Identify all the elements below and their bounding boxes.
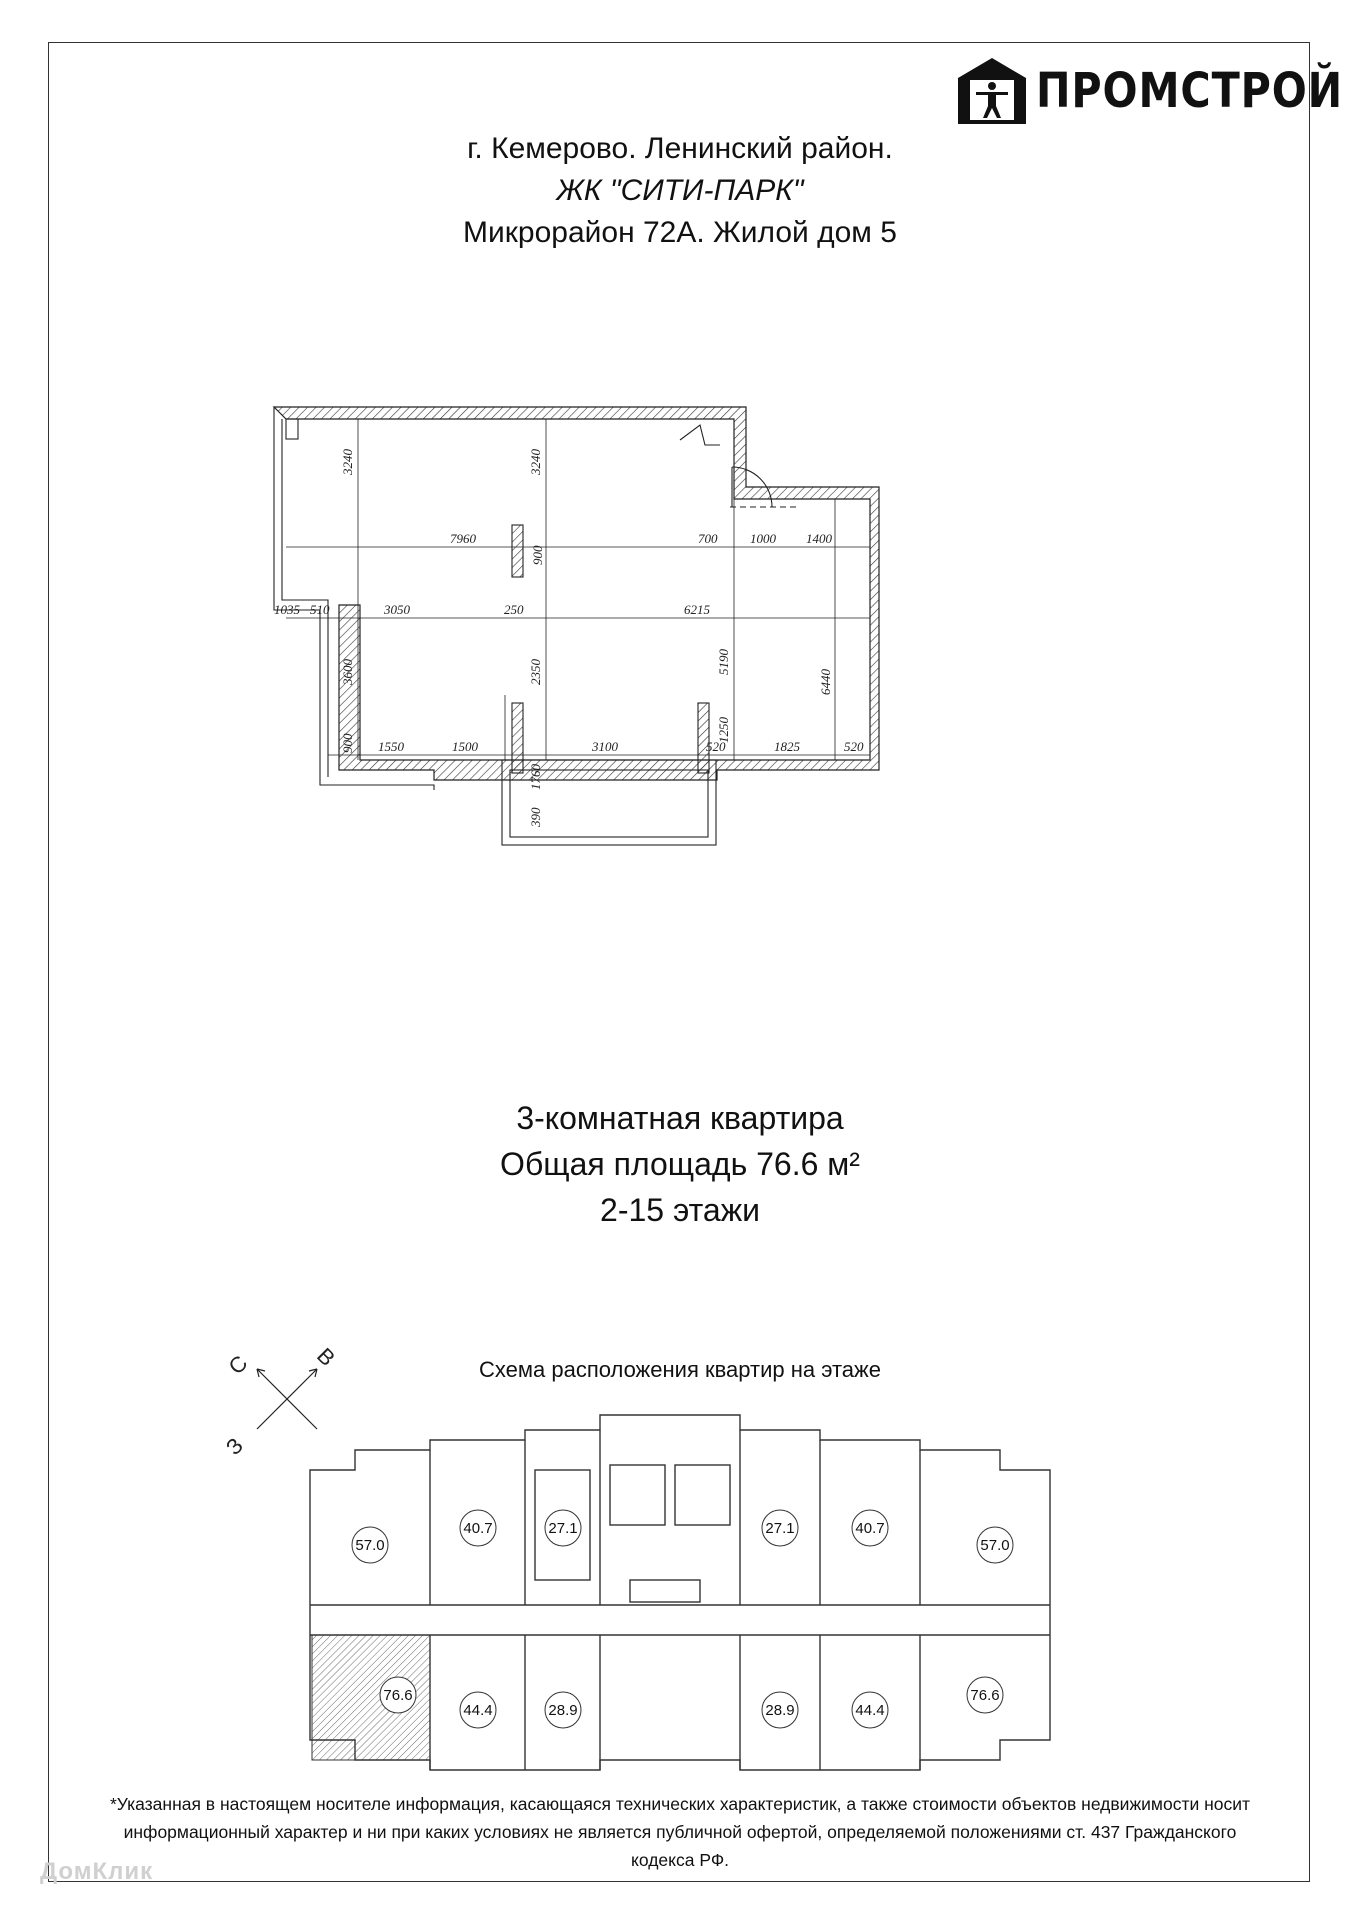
unit-bottom-5: 44.4: [855, 1702, 885, 1719]
unit-top-3: 27.1: [548, 1520, 578, 1537]
dim-top-mid-height: 3240: [528, 449, 543, 475]
dim-bottom-900: 900: [340, 733, 355, 753]
dimension-lines: [286, 419, 870, 760]
dim-col-1250: 1250: [716, 717, 731, 743]
dim-row-3050: 3050: [384, 602, 410, 617]
unit-top-4: 27.1: [765, 1520, 795, 1537]
unit-top-5: 40.7: [855, 1520, 885, 1537]
compass-east: В: [312, 1342, 341, 1371]
floor-plan: [260, 395, 1100, 1055]
watermark: ДомКлик: [40, 1858, 154, 1885]
dim-bottom-520b: 520: [844, 739, 864, 754]
apartment-info: [370, 1095, 990, 1233]
room-count: 3-комнатная квартира: [516, 1100, 844, 1136]
city-district: г. Кемерово. Ленинский район.: [467, 132, 893, 165]
dim-col-2350: 2350: [528, 659, 543, 685]
floor-range: 2-15 этажи: [600, 1192, 760, 1228]
dim-row-510: 510: [310, 602, 330, 617]
unit-bottom-6: 76.6: [970, 1687, 1000, 1704]
walls: [274, 407, 879, 780]
dim-entry-1000: 1000: [750, 531, 776, 546]
building-address: Микрорайон 72А. Жилой дом 5: [463, 216, 897, 249]
brand-logo: [956, 58, 1358, 124]
dim-bottom-520a: 520: [706, 739, 726, 754]
unit-labels: [352, 1510, 1013, 1728]
dim-row-6215: 6215: [684, 602, 710, 617]
compass-west: З: [220, 1432, 248, 1460]
dim-bottom-1825: 1825: [774, 739, 800, 754]
house-person-icon: [956, 56, 1028, 126]
unit-bottom-2: 44.4: [463, 1702, 493, 1719]
footnote-line-2: информационный характер и ни при каких условиях не является публичной офертой, определяемой положениями ст. 437 Гражданского кодекса РФ.: [123, 1822, 1237, 1870]
dim-row-250: 250: [504, 602, 524, 617]
unit-bottom-3: 28.9: [548, 1702, 578, 1719]
dim-balcony-390: 390: [528, 807, 543, 827]
complex-name: ЖК "СИТИ-ПАРК": [556, 174, 804, 207]
dim-bottom-1500: 1500: [452, 739, 478, 754]
dim-bottom-1550: 1550: [378, 739, 404, 754]
dim-top-width: 7960: [450, 531, 476, 546]
dim-col-5190: 5190: [716, 649, 731, 675]
dim-row-1035: 1035: [274, 602, 300, 617]
total-area: Общая площадь 76.6 м²: [500, 1146, 860, 1182]
dim-balcony-1760: 1760: [528, 764, 543, 790]
dim-col-6440: 6440: [818, 669, 833, 695]
floor-scheme: [280, 1410, 1080, 1800]
compass-north: С: [223, 1350, 253, 1380]
scheme-title: Схема расположения квартир на этаже: [479, 1357, 881, 1382]
dim-col-3600: 3600: [340, 659, 355, 685]
unit-top-6: 57.0: [980, 1537, 1010, 1554]
dim-top-left-height: 3240: [340, 449, 355, 475]
footnote-line-1: *Указанная в настоящем носителе информация, касающаяся технических характеристик, а также стоимости объектов недвижимости носит: [109, 1794, 1251, 1814]
dim-bottom-3100: 3100: [592, 739, 618, 754]
unit-top-1: 57.0: [355, 1537, 385, 1554]
dim-entry-1400: 1400: [806, 531, 832, 546]
dim-col-900-upper: 900: [530, 545, 545, 565]
brand-name: ПРОМСТРОЙ: [1036, 63, 1344, 119]
dim-entry-700: 700: [698, 531, 718, 546]
project-header: [320, 128, 1040, 254]
unit-bottom-4: 28.9: [765, 1702, 795, 1719]
unit-bottom-1: 76.6: [383, 1687, 413, 1704]
unit-top-2: 40.7: [463, 1520, 493, 1537]
legal-footnote: [90, 1790, 1270, 1874]
